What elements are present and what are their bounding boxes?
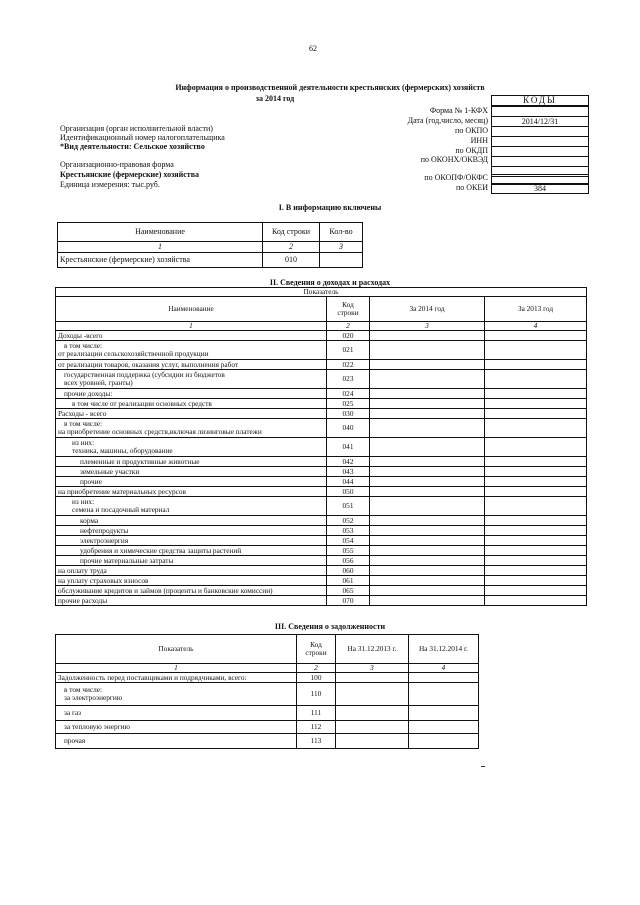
section2-table bbox=[55, 287, 587, 606]
value-2013-cell[interactable] bbox=[485, 497, 587, 516]
row-label: прочие доходы: bbox=[56, 389, 327, 399]
value-2013-cell[interactable] bbox=[336, 721, 409, 734]
value-2013-cell[interactable] bbox=[336, 734, 409, 749]
row-code: 020 bbox=[327, 331, 370, 341]
value-2014-cell[interactable] bbox=[370, 497, 485, 516]
row-code: 113 bbox=[297, 734, 336, 749]
s2-header-code: Код строки bbox=[327, 297, 370, 322]
s1-row-code: 010 bbox=[263, 253, 320, 268]
row-label: электроэнергия bbox=[56, 536, 327, 546]
row-code: 044 bbox=[327, 477, 370, 487]
section2-title: II. Сведения о доходах и расходах bbox=[269, 278, 391, 287]
row-label: в том числе: на приобретение основных средств,включая лизинговые платежи bbox=[56, 419, 327, 438]
date-value: 2014/12/31 bbox=[491, 116, 589, 127]
table-row bbox=[56, 360, 587, 370]
row-label: на приобретение материальных ресурсов bbox=[56, 487, 327, 497]
s3-header-2013: На 31.12.2013 г. bbox=[336, 635, 409, 664]
row-code: 056 bbox=[327, 556, 370, 566]
row-code: 055 bbox=[327, 546, 370, 556]
row-label: Задолженность перед поставщиками и подрядчиками, всего: bbox=[56, 673, 297, 683]
inn-line: Идентификационный номер налогоплательщика bbox=[60, 133, 225, 142]
table-row bbox=[56, 516, 587, 526]
s2-num-2: 2 bbox=[327, 322, 370, 331]
org-line: Организация (орган исполнительной власти) bbox=[60, 124, 213, 133]
s3-num-3: 3 bbox=[336, 664, 409, 673]
value-2013-cell[interactable] bbox=[485, 556, 587, 566]
row-label: Доходы -всего bbox=[56, 331, 327, 341]
row-code: 050 bbox=[327, 487, 370, 497]
value-2013-cell[interactable] bbox=[485, 341, 587, 360]
okonh-label: по ОКОНХ/ОКВЭД bbox=[420, 155, 488, 164]
value-2014-cell[interactable] bbox=[370, 399, 485, 409]
value-2014-cell[interactable] bbox=[370, 596, 485, 606]
value-2014-cell[interactable] bbox=[370, 586, 485, 596]
row-code: 051 bbox=[327, 497, 370, 516]
table-row bbox=[56, 526, 587, 536]
unit-line: Единица измерения: тыс.руб. bbox=[60, 180, 160, 189]
row-label: нефтепродукты bbox=[56, 526, 327, 536]
value-2013-cell[interactable] bbox=[485, 536, 587, 546]
value-2013-cell[interactable] bbox=[485, 360, 587, 370]
row-code: 052 bbox=[327, 516, 370, 526]
section3-title: III. Сведения о задолженности bbox=[274, 622, 386, 631]
value-2014-cell[interactable] bbox=[370, 419, 485, 438]
s3-header-code: Код строки bbox=[297, 635, 336, 664]
row-label: племенные и продуктивные животные bbox=[56, 457, 327, 467]
codes-header: КОДЫ bbox=[491, 95, 589, 106]
value-2014-cell[interactable] bbox=[370, 516, 485, 526]
row-code: 053 bbox=[327, 526, 370, 536]
value-2014-cell[interactable] bbox=[370, 536, 485, 546]
okopf-label: по ОКОПФ/ОКФС bbox=[424, 173, 488, 182]
value-2014-cell[interactable] bbox=[370, 576, 485, 586]
row-label: в том числе от реализации основных средств bbox=[56, 399, 327, 409]
row-label: на уплату страховых взносов bbox=[56, 576, 327, 586]
row-label: за тепловую энергию bbox=[56, 721, 297, 734]
value-2013-cell[interactable] bbox=[485, 576, 587, 586]
table-row bbox=[56, 497, 587, 516]
row-label: за газ bbox=[56, 706, 297, 721]
row-code: 024 bbox=[327, 389, 370, 399]
row-code: 042 bbox=[327, 457, 370, 467]
table-row bbox=[56, 438, 587, 457]
row-label: в том числе: от реализации сельскохозяйственной продукции bbox=[56, 341, 327, 360]
activity-line: *Вид деятельности: Сельское хозяйство bbox=[60, 142, 205, 151]
row-code: 060 bbox=[327, 566, 370, 576]
value-2013-cell[interactable] bbox=[485, 399, 587, 409]
value-2014-cell[interactable] bbox=[370, 467, 485, 477]
table-row bbox=[56, 673, 479, 683]
value-2013-cell[interactable] bbox=[485, 596, 587, 606]
row-code: 025 bbox=[327, 399, 370, 409]
value-2013-cell[interactable] bbox=[485, 586, 587, 596]
row-label: в том числе: за электроэнергию bbox=[56, 683, 297, 706]
table-row bbox=[56, 566, 587, 576]
table-row bbox=[56, 536, 587, 546]
row-label: Расходы - всего bbox=[56, 409, 327, 419]
value-2013-cell[interactable] bbox=[485, 546, 587, 556]
value-2013-cell[interactable] bbox=[485, 516, 587, 526]
s1-num-1: 1 bbox=[58, 242, 263, 253]
okei-value: 384 bbox=[491, 183, 589, 194]
table-row bbox=[56, 706, 479, 721]
row-label: удобрения и химические средства защиты растений bbox=[56, 546, 327, 556]
okpo-label: по ОКПО bbox=[455, 126, 488, 135]
value-2014-cell[interactable] bbox=[370, 566, 485, 576]
table-row bbox=[56, 477, 587, 487]
legal-form-line: Организационно-правовая форма bbox=[60, 160, 174, 169]
s2-header-name: Наименование bbox=[56, 297, 327, 322]
s2-num-4: 4 bbox=[485, 322, 587, 331]
value-2014-cell[interactable] bbox=[409, 683, 479, 706]
row-code: 040 bbox=[327, 419, 370, 438]
table-row bbox=[56, 576, 587, 586]
row-code: 023 bbox=[327, 370, 370, 389]
okei-label: по ОКЕИ bbox=[455, 183, 488, 192]
value-2014-cell[interactable] bbox=[370, 389, 485, 399]
value-2013-cell[interactable] bbox=[485, 477, 587, 487]
year-line: за 2014 год bbox=[255, 94, 295, 103]
value-2013-cell[interactable] bbox=[336, 706, 409, 721]
s2-num-3: 3 bbox=[370, 322, 485, 331]
row-label: из них: семена и посадочный материал bbox=[56, 497, 327, 516]
value-2014-cell[interactable] bbox=[370, 556, 485, 566]
s2-header-2014: За 2014 год bbox=[370, 297, 485, 322]
row-label: из них: техника, машины, оборудование bbox=[56, 438, 327, 457]
s1-num-2: 2 bbox=[263, 242, 320, 253]
value-2013-cell[interactable] bbox=[485, 389, 587, 399]
s3-header-name: Показатель bbox=[56, 635, 297, 664]
row-code: 112 bbox=[297, 721, 336, 734]
value-2014-cell[interactable] bbox=[370, 546, 485, 556]
row-code: 041 bbox=[327, 438, 370, 457]
value-2013-cell[interactable] bbox=[485, 438, 587, 457]
table-row bbox=[56, 683, 479, 706]
table-row bbox=[56, 734, 479, 749]
s3-num-1: 1 bbox=[56, 664, 297, 673]
page-number: 62 bbox=[309, 44, 317, 53]
table-row bbox=[56, 546, 587, 556]
s1-header-qty: Кол-во bbox=[320, 223, 363, 242]
value-2013-cell[interactable] bbox=[336, 683, 409, 706]
s2-group-header: Показатель bbox=[56, 288, 587, 297]
row-label: прочие расходы bbox=[56, 596, 327, 606]
value-2013-cell[interactable] bbox=[485, 331, 587, 341]
row-label: государственная поддержка (субсидии из бюджетов всех уровней, гранты) bbox=[56, 370, 327, 389]
row-label: от реализации товаров, оказания услуг, выполнения работ bbox=[56, 360, 327, 370]
table-row bbox=[56, 399, 587, 409]
value-2013-cell[interactable] bbox=[485, 526, 587, 536]
row-label: обслуживание кредитов и займов (проценты и банковские комиссии) bbox=[56, 586, 327, 596]
row-label: прочая bbox=[56, 734, 297, 749]
row-code: 054 bbox=[327, 536, 370, 546]
okdp-label: по ОКДП bbox=[455, 146, 488, 155]
row-code: 111 bbox=[297, 706, 336, 721]
value-2014-cell[interactable] bbox=[370, 438, 485, 457]
value-2013-cell[interactable] bbox=[485, 457, 587, 467]
row-label: прочие bbox=[56, 477, 327, 487]
row-code: 022 bbox=[327, 360, 370, 370]
table-row bbox=[56, 586, 587, 596]
table-row bbox=[56, 389, 587, 399]
table-row bbox=[56, 409, 587, 419]
s2-num-1: 1 bbox=[56, 322, 327, 331]
row-code: 110 bbox=[297, 683, 336, 706]
row-code: 043 bbox=[327, 467, 370, 477]
s1-num-3: 3 bbox=[320, 242, 363, 253]
value-2014-cell[interactable] bbox=[370, 526, 485, 536]
table-row bbox=[56, 331, 587, 341]
value-2013-cell[interactable] bbox=[485, 409, 587, 419]
section1-table bbox=[57, 222, 363, 268]
value-2013-cell[interactable] bbox=[485, 566, 587, 576]
legal-form-value: Крестьянские (фермерские) хозяйства bbox=[60, 170, 200, 179]
s1-header-name: Наименование bbox=[58, 223, 263, 242]
value-2013-cell[interactable] bbox=[485, 487, 587, 497]
row-code: 061 bbox=[327, 576, 370, 586]
value-2014-cell[interactable] bbox=[370, 409, 485, 419]
row-code: 030 bbox=[327, 409, 370, 419]
table-row bbox=[56, 467, 587, 477]
inn-label: ИНН bbox=[470, 136, 488, 145]
s2-header-2013: За 2013 год bbox=[485, 297, 587, 322]
scan-mark bbox=[481, 766, 485, 767]
page-title: Информация о производственной деятельности крестьянских (фермерских) хозяйств bbox=[175, 83, 485, 92]
value-2014-cell[interactable] bbox=[370, 331, 485, 341]
table-row bbox=[56, 556, 587, 566]
row-code: 021 bbox=[327, 341, 370, 360]
value-2013-cell[interactable] bbox=[485, 419, 587, 438]
value-2014-cell[interactable] bbox=[409, 673, 479, 683]
row-label: прочие материальные затраты bbox=[56, 556, 327, 566]
value-2014-cell[interactable] bbox=[370, 341, 485, 360]
value-2014-cell[interactable] bbox=[370, 477, 485, 487]
table-row bbox=[56, 487, 587, 497]
row-label: корма bbox=[56, 516, 327, 526]
form-label: Форма № 1-КФХ bbox=[429, 106, 488, 115]
row-code: 100 bbox=[297, 673, 336, 683]
s1-row-name: Крестьянские (фермерские) хозяйства bbox=[58, 253, 263, 268]
value-2014-cell[interactable] bbox=[370, 370, 485, 389]
s1-row-value[interactable] bbox=[320, 253, 363, 268]
s3-num-2: 2 bbox=[297, 664, 336, 673]
row-code: 065 bbox=[327, 586, 370, 596]
value-2014-cell[interactable] bbox=[370, 457, 485, 467]
value-2013-cell[interactable] bbox=[336, 673, 409, 683]
section1-title: I. В информацию включены bbox=[278, 203, 382, 212]
table-row bbox=[56, 370, 587, 389]
table-row bbox=[56, 341, 587, 360]
s1-header-code: Код строки bbox=[263, 223, 320, 242]
row-code: 070 bbox=[327, 596, 370, 606]
value-2014-cell[interactable] bbox=[409, 734, 479, 749]
value-2014-cell[interactable] bbox=[370, 360, 485, 370]
value-2014-cell[interactable] bbox=[409, 706, 479, 721]
section3-table bbox=[55, 634, 479, 749]
s3-header-2014: На 31.12.2014 г. bbox=[409, 635, 479, 664]
table-row bbox=[56, 457, 587, 467]
row-label: земельные участки bbox=[56, 467, 327, 477]
value-2013-cell[interactable] bbox=[485, 370, 587, 389]
table-row bbox=[56, 419, 587, 438]
value-2013-cell[interactable] bbox=[485, 467, 587, 477]
s3-num-4: 4 bbox=[409, 664, 479, 673]
date-label: Дата (год,число, месяц) bbox=[407, 116, 488, 125]
table-row bbox=[56, 596, 587, 606]
row-label: на оплату труда bbox=[56, 566, 327, 576]
value-2014-cell[interactable] bbox=[370, 487, 485, 497]
value-2014-cell[interactable] bbox=[409, 721, 479, 734]
table-row bbox=[56, 721, 479, 734]
